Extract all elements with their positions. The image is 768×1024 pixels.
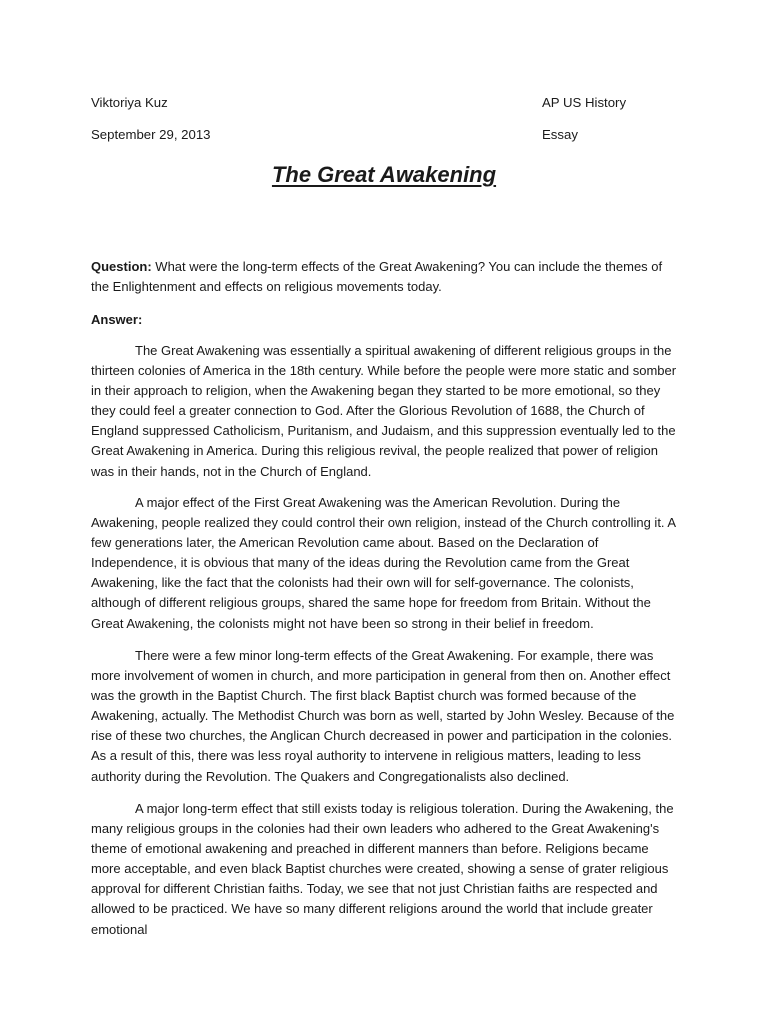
paragraph-text: A major effect of the First Great Awakening was the American Revolution. During the Awakening, people realized they could control their own religion, instead of the Church controlling it. A few generations later, the American Revolution came about. Based on the Declaration of Independence, it is obvious that many of the ideas during the Revolution came from the Great Awakening, like the fact that the colonists had their own will for self-governance. The colonists, although of different religious groups, shared the same hope for freedom from Britain. Without the Great Awakening, the colonists might not have been so strong in their belief in freedom. [91, 495, 676, 631]
question-block [91, 257, 679, 297]
author-name: Viktoriya Kuz [91, 95, 168, 110]
paragraph [91, 799, 679, 940]
question-text: What were the long-term effects of the Great Awakening? You can include the themes of the Enlightenment and effects on religious movements today. [91, 259, 663, 294]
essay-title: The Great Awakening [271, 162, 497, 187]
question-label: Question: [91, 259, 152, 274]
paragraph [91, 493, 679, 634]
paragraph-text: There were a few minor long-term effects of the Great Awakening. For example, there was more involvement of women in church, and more participation in general from then on. Another effect was the growth in the Baptist Church. The first black Baptist church was formed because of the Awakening, actually. The Methodist Church was born as well, started by John Wesley. Because of the rise of these two churches, the Anglican Church decreased in power and participation in the colonies. As a result of this, there was less royal authority to intervene in religious matters, leading to less authority during the Revolution. The Quakers and Congregationalists also declined. [91, 648, 675, 784]
paragraph-text: A major long-term effect that still exists today is religious toleration. During the Awakening, the many religious groups in the colonies had their own leaders who adhered to the Great Awakening's theme of emotional awakening and preached in different manners than before. Religions became more acceptable, and even black Baptist churches were created, showing a sense of grater religious approval for different Christian faiths. Today, we see that not just Christian faiths are respected and allowed to be practiced. We have so many different religions around the world that include greater emotional [91, 801, 674, 937]
paragraph [91, 341, 679, 482]
paragraph-text: The Great Awakening was essentially a spiritual awakening of different religious groups in the thirteen colonies of America in the 18th century. While before the people were more static and somber in their approach to religion, when the Awakening began they started to be more emotional, so they they could feel a greater connection to God. After the Glorious Revolution of 1688, the Church of England suppressed Catholicism, Puritanism, and Judaism, and this suppression eventually led to the Great Awakening in America. During this religious revival, the people realized that power of religion was in their hands, not in the Church of England. [91, 343, 677, 479]
paragraph [91, 646, 679, 787]
course-name: AP US History [542, 95, 627, 110]
essay-date: September 29, 2013 [91, 127, 211, 142]
answer-label: Answer: [91, 312, 143, 327]
document-type: Essay [542, 127, 578, 142]
